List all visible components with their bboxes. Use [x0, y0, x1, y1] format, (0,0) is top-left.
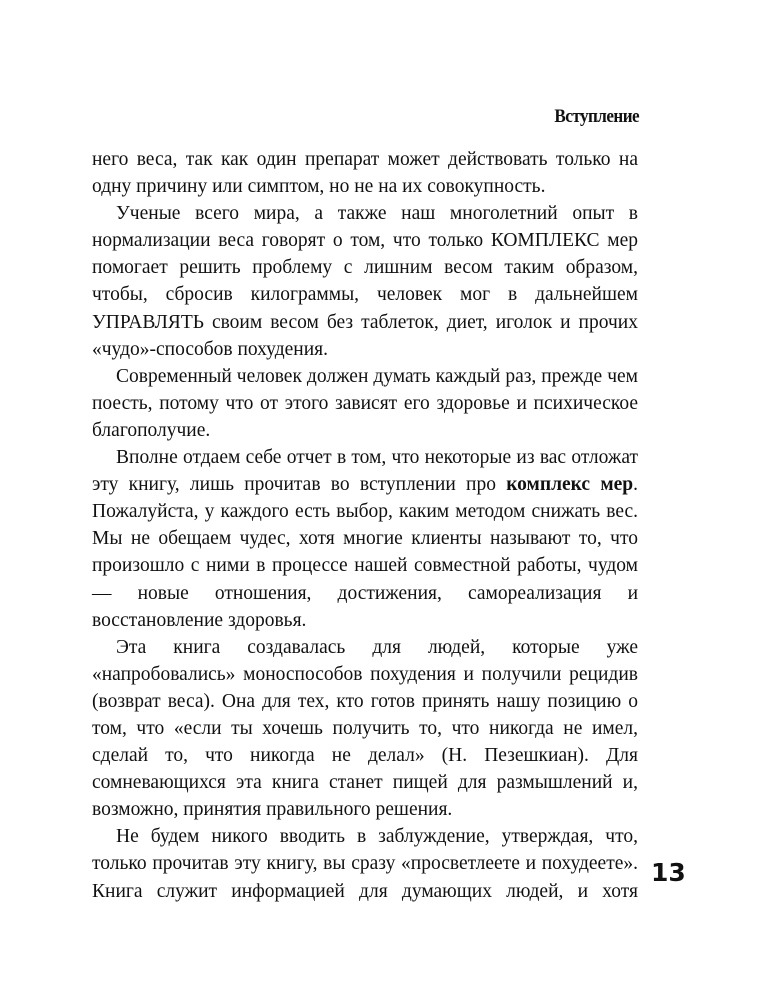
running-head: Вступление — [554, 106, 639, 127]
body-text — [92, 146, 638, 905]
paragraph-1: него веса, так как один препарат может действовать только на одну причину или симптом, но не на их совокупность. — [92, 149, 638, 198]
paragraph-3: Современный человек должен думать каждый раз, прежде чем поесть, потому что от этого зависят его здоровье и психическое благополучие. — [92, 365, 638, 441]
page-number: 13 — [651, 858, 686, 887]
paragraph-2: Ученые всего мира, а также наш многолетний опыт в нормализации веса говорят о том, что только КОМПЛЕКС мер помогает решить проблему с лишним весом таким образом, чтобы, сбросив килограммы, человек мог в дальнейшем УПРАВЛЯТЬ своим весом без таблеток, диет, иголок и прочих «чудо»-способов похудения. — [92, 203, 638, 360]
paragraph-5: Эта книга создавалась для людей, которые уже «напробовались» моноспособов похудения и получили рецидив (возврат веса). Она для тех, кто готов принять нашу позицию о том, что «если ты хочешь получить то, что никогда не имел, сделай то, что никогда не делал» (Н. Пезешкиан). Для сомневающихся эта книга станет пищей для размышлений и, возможно, принятия правильного решения. — [92, 636, 638, 821]
paragraph-4-text-start: Вполне отдаем себе отчет в том, что некоторые из вас отложат эту книгу, лишь прочитав во вступлении про — [92, 447, 638, 496]
paragraph-4 — [92, 444, 638, 634]
paragraph-6: Не будем никого вводить в заблуждение, утверждая, что, только прочитав эту книгу, вы сразу «просветлеете и похудеете». Книга служит информацией для думающих людей, и хотя — [92, 826, 638, 902]
emphasis-complex-measures: комплекс мер — [506, 474, 634, 496]
paragraph-4-text-end: . Пожалуйста, у каждого есть выбор, каким методом снижать вес. Мы не обещаем чудес, хотя многие клиенты называют то, что произошло с ними в процессе нашей совместной работы, чудом — новые отношения, достижения, самореализация и восстановление здоровья. — [92, 474, 638, 631]
